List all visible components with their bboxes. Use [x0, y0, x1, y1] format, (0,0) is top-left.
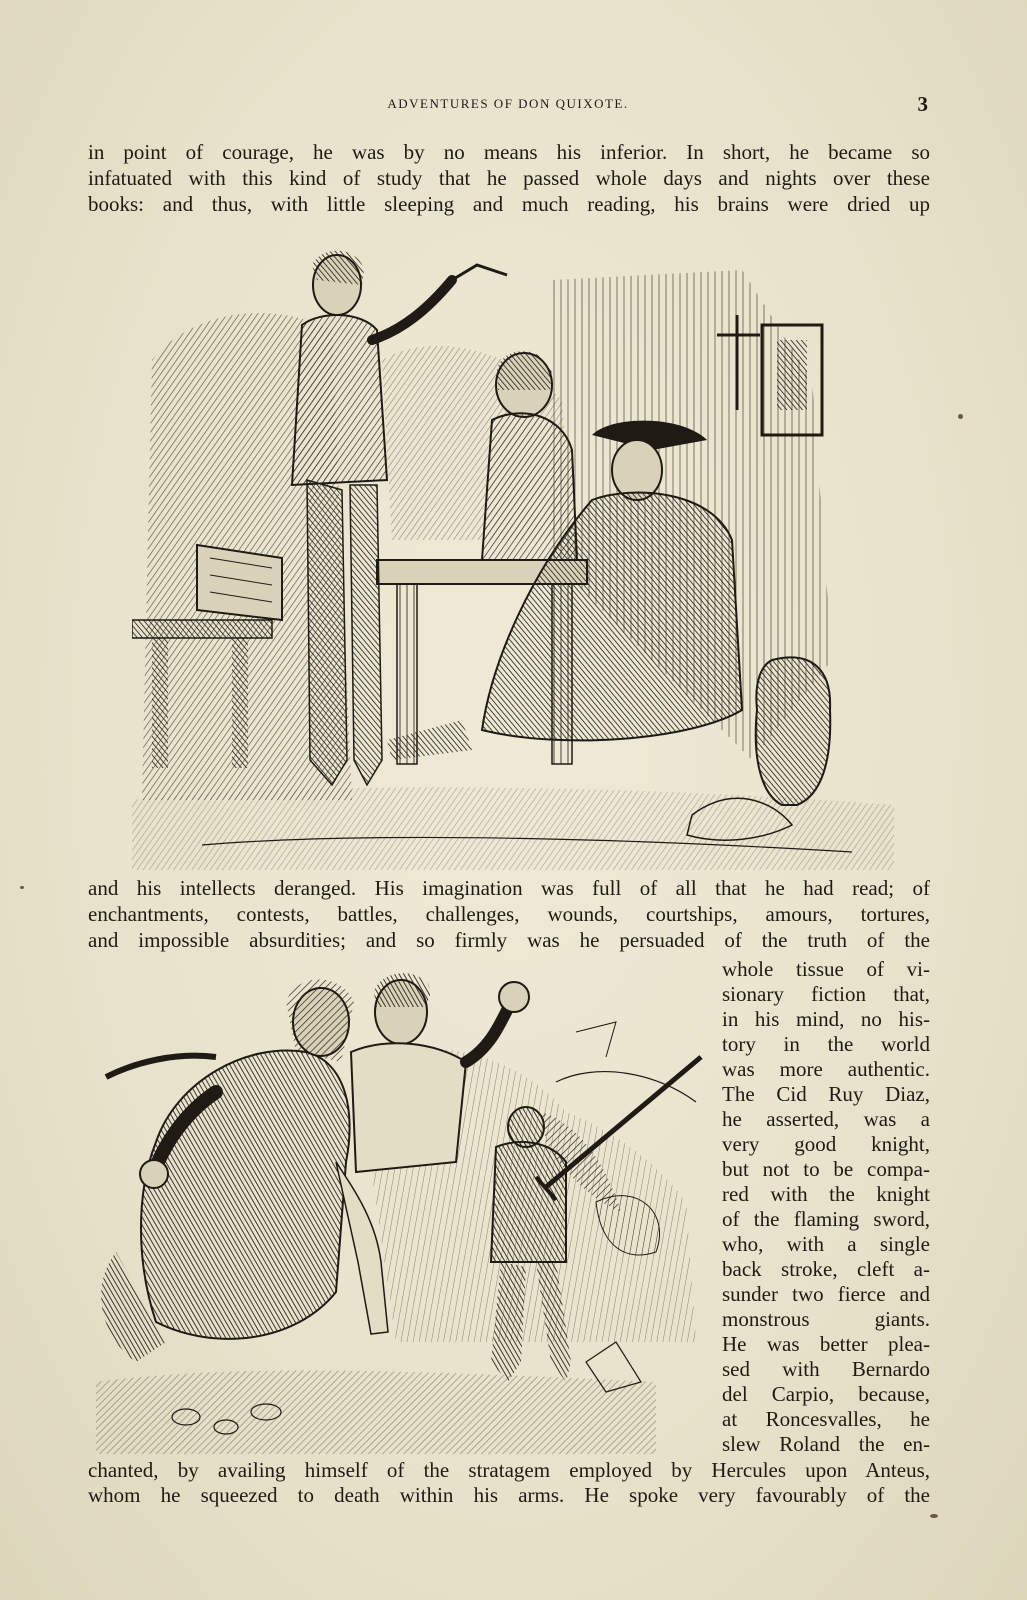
- text-line: books: and thus, with little sleeping and much reading, his brains were dried up: [88, 192, 930, 216]
- text-line: in his mind, no his-: [722, 1007, 930, 1031]
- text-line: was more authentic.: [722, 1057, 930, 1081]
- text-line: who, with a single: [722, 1232, 930, 1256]
- text-line: in point of courage, he was by no means his inferior. In short, he became so: [88, 140, 930, 164]
- text-line: enchantments, contests, battles, challenges, wounds, courtships, amours, tortures,: [88, 902, 930, 926]
- text-line: sunder two fierce and: [722, 1282, 930, 1306]
- text-line: The Cid Ruy Diaz,: [722, 1082, 930, 1106]
- paper-speck: [958, 414, 963, 419]
- text-line: and impossible absurdities; and so firmly was he persuaded of the truth of the: [88, 928, 930, 952]
- text-line: del Carpio, because,: [722, 1382, 930, 1406]
- text-line: slew Roland the en-: [722, 1432, 930, 1456]
- text-line: very good knight,: [722, 1132, 930, 1156]
- text-line: but not to be compa-: [722, 1157, 930, 1181]
- text-line: and his intellects deranged. His imagination was full of all that he had read; of: [88, 876, 930, 900]
- page-number: 3: [917, 92, 928, 116]
- text-line: he asserted, was a: [722, 1107, 930, 1131]
- page-header: [88, 92, 928, 116]
- text-line: whole tissue of vi-: [722, 957, 930, 981]
- text-line: He was better plea-: [722, 1332, 930, 1356]
- text-line: red with the knight: [722, 1182, 930, 1206]
- running-title: ADVENTURES OF DON QUIXOTE.: [387, 96, 629, 111]
- text-line: monstrous giants.: [722, 1307, 930, 1331]
- text-line: tory in the world: [722, 1032, 930, 1056]
- paper-speck: [930, 1514, 938, 1518]
- text-line: of the flaming sword,: [722, 1207, 930, 1231]
- study-scene-engraving: [132, 240, 894, 870]
- knight-and-giants-engraving: [96, 962, 714, 1454]
- text-line: sionary fiction that,: [722, 982, 930, 1006]
- text-line: sed with Bernardo: [722, 1357, 930, 1381]
- text-line: whom he squeezed to death within his arms. He spoke very favourably of the: [88, 1483, 930, 1507]
- text-line: at Roncesvalles, he: [722, 1407, 930, 1431]
- text-line: chanted, by availing himself of the stratagem employed by Hercules upon Anteus,: [88, 1458, 930, 1482]
- text-line: infatuated with this kind of study that he passed whole days and nights over these: [88, 166, 930, 190]
- paper-speck: [20, 886, 24, 889]
- text-line: back stroke, cleft a-: [722, 1257, 930, 1281]
